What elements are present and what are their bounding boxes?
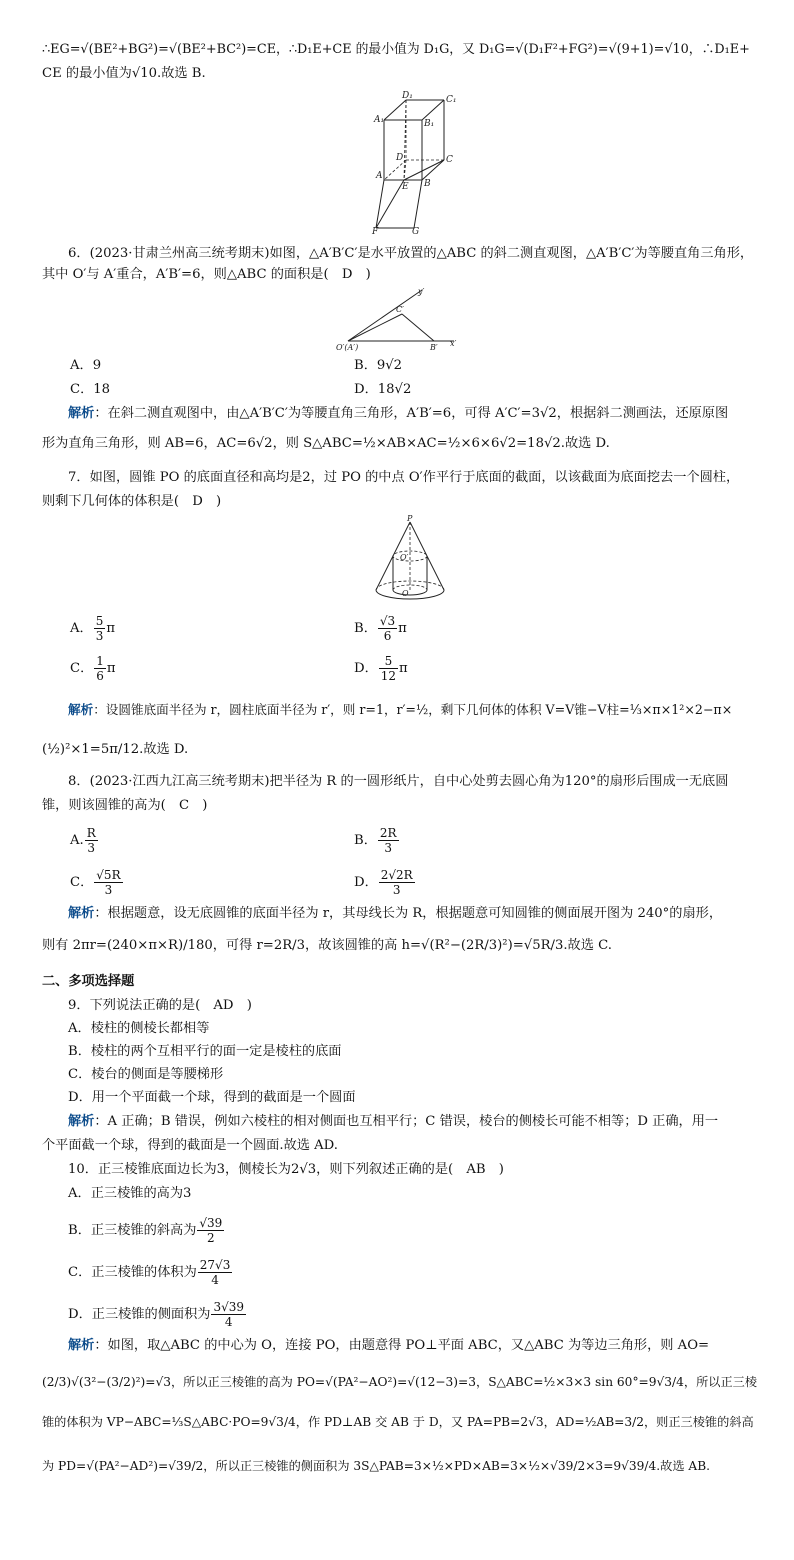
option-a: A． $\frac{5}{3}$ π: [70, 614, 116, 643]
option-b: B． $\frac{√3}{6}$ π: [354, 614, 407, 643]
section-heading: 二、多项选择题: [42, 974, 135, 989]
cone-figure: [370, 514, 454, 606]
question-7-line1: 7．如图，圆锥 PO 的底面直径和高均是2，过 PO 的中点 O′作平行于底面的截面，以该截面为底面挖去一个圆柱，: [68, 470, 740, 485]
svg-text:D₁: D₁: [402, 91, 413, 101]
svg-text:O′: O′: [400, 553, 409, 562]
analysis-7-line1: 解析：设圆锥底面半径为 r，圆柱底面半径为 r′，则 r=1，r′=½，剩下几何体的体积 V=V锥−V柱=⅓×π×1²×2−π×: [68, 702, 733, 717]
option-a: A．棱柱的侧棱长都相等: [68, 1021, 210, 1036]
option-c: C．棱台的侧面是等腰梯形: [68, 1067, 224, 1082]
option-a: A. $\frac{R}{3}$: [70, 826, 96, 855]
option-b: B．正三棱锥的斜高为 $\frac{√39}{2}$: [68, 1216, 223, 1245]
option-b: B． $\frac{2R}{3}$: [354, 826, 397, 855]
svg-text:G: G: [412, 227, 420, 234]
analysis-8-line1: 解析：根据题意，设无底圆锥的底面半径为 r，其母线长为 R，根据题意可知圆锥的侧面展开图为 240°的扇形，: [68, 906, 723, 921]
svg-text:C: C: [446, 155, 453, 165]
analysis-10-line2: (2/3)√(3²−(3/2)²)=√3，所以正三棱锥的高为 PO=√(PA²−AO²)=√(12−3)=3，S△ABC=½×3×3 sin 60°=9√3/4，所以正三棱: [42, 1375, 758, 1389]
svg-text:x′: x′: [450, 339, 457, 348]
svg-text:D: D: [396, 153, 404, 163]
option-a: A．9: [70, 358, 102, 373]
option-d: D． $\frac{2√2R}{3}$: [354, 868, 413, 897]
option-c: C．正三棱锥的体积为 $\frac{27√3}{4}$: [68, 1258, 231, 1287]
question-6-line2: 其中 O′与 A′重合，A′B′=6，则△ABC 的面积是( D ): [42, 267, 371, 282]
analysis-10-line3: 锥的体积为 VP−ABC=⅓S△ABC·PO=9√3/4，作 PD⊥AB 交 AB 于 D，又 PA=PB=2√3，AD=½AB=3/2，则正三棱锥的斜高: [42, 1415, 754, 1429]
option-d: D．18√2: [354, 382, 412, 397]
option-d: D． $\frac{5}{12}$ π: [354, 654, 408, 683]
analysis-10-line1: 解析：如图，取△ABC 的中心为 O，连接 PO，由题意得 PO⊥平面 ABC，又△ABC 为等边三角形，则 AO=: [68, 1338, 710, 1353]
question-6-line1: 6．(2023·甘肃兰州高三统考期末)如图，△A′B′C′是水平放置的△ABC 的斜二测直观图，△A′B′C′为等腰直角三角形，: [68, 246, 754, 261]
svg-text:O: O: [402, 589, 409, 598]
analysis-9-line2: 个平面截一个球，得到的截面是一个圆面.故选 AD.: [42, 1138, 338, 1153]
analysis-6-line2: 形为直角三角形，则 AB=6，AC=6√2，则 S△ABC=½×AB×AC=½×6×6√2=18√2.故选 D.: [42, 436, 610, 451]
option-c: C．18: [70, 382, 111, 397]
svg-text:A₁: A₁: [374, 115, 385, 125]
option-a: A．正三棱锥的高为3: [68, 1186, 192, 1201]
option-d: D．正三棱锥的侧面积为 $\frac{3√39}{4}$: [68, 1300, 245, 1329]
question-8-line2: 锥，则该圆锥的高为( C ): [42, 798, 208, 813]
svg-text:B: B: [424, 179, 431, 189]
svg-text:C₁: C₁: [446, 95, 457, 105]
svg-text:C′: C′: [396, 305, 404, 314]
analysis-9-line1: 解析：A 正确；B 错误，例如六棱柱的相对侧面也互相平行；C 错误，棱台的侧棱长可能不相等；D 正确，用一: [68, 1114, 719, 1129]
svg-text:F: F: [372, 227, 379, 234]
analysis-10-line4: 为 PD=√(PA²−AD²)=√39/2，所以正三棱锥的侧面积为 3S△PAB=3×½×PD×AB=3×½×√39/2×3=9√39/4.故选 AB.: [42, 1459, 711, 1473]
question-7-line2: 则剩下几何体的体积是( D ): [42, 494, 222, 509]
text-line: ∴EG=√(BE²+BG²)=√(BE²+BC²)=CE，∴D₁E+CE 的最小值为 D₁G，又 D₁G=√(D₁F²+FG²)=√(9+1)=√10，∴D₁E+: [42, 42, 750, 57]
option-c: C． $\frac{√5R}{3}$: [70, 868, 121, 897]
prism-figure: [366, 88, 462, 234]
svg-text:E: E: [402, 182, 409, 192]
option-b: B．9√2: [354, 358, 403, 373]
oblique-triangle-figure: [330, 284, 460, 354]
option-c: C． $\frac{1}{6}$ π: [70, 654, 116, 683]
text-line: CE 的最小值为√10.故选 B.: [42, 66, 206, 81]
svg-text:P: P: [407, 514, 413, 523]
svg-text:B₁: B₁: [424, 119, 435, 129]
svg-text:O′(A′): O′(A′): [336, 343, 359, 352]
question-8-line1: 8．(2023·江西九江高三统考期末)把半径为 R 的一圆形纸片，自中心处剪去圆心角为120°的扇形后围成一无底圆: [68, 774, 729, 789]
question-10: 10．正三棱锥底面边长为3，侧棱长为2√3，则下列叙述正确的是( AB ): [68, 1162, 504, 1177]
option-b: B．棱柱的两个互相平行的面一定是棱柱的底面: [68, 1044, 342, 1059]
analysis-8-line2: 则有 2πr=(240×π×R)/180，可得 r=2R/3，故该圆锥的高 h=√(R²−(2R/3)²)=√5R/3.故选 C.: [42, 938, 612, 953]
svg-text:A: A: [376, 171, 383, 181]
svg-text:y′: y′: [418, 287, 425, 296]
option-d: D．用一个平面截一个球，得到的截面是一个圆面: [68, 1090, 356, 1105]
analysis-7-line2: (½)²×1=5π/12.故选 D.: [42, 742, 189, 757]
svg-text:B′: B′: [430, 343, 438, 352]
question-9: 9．下列说法正确的是( AD ): [68, 998, 252, 1013]
analysis-6-line1: 解析：在斜二测直观图中，由△A′B′C′为等腰直角三角形，A′B′=6，可得 A′C′=3√2，根据斜二测画法，还原原图: [68, 406, 729, 421]
